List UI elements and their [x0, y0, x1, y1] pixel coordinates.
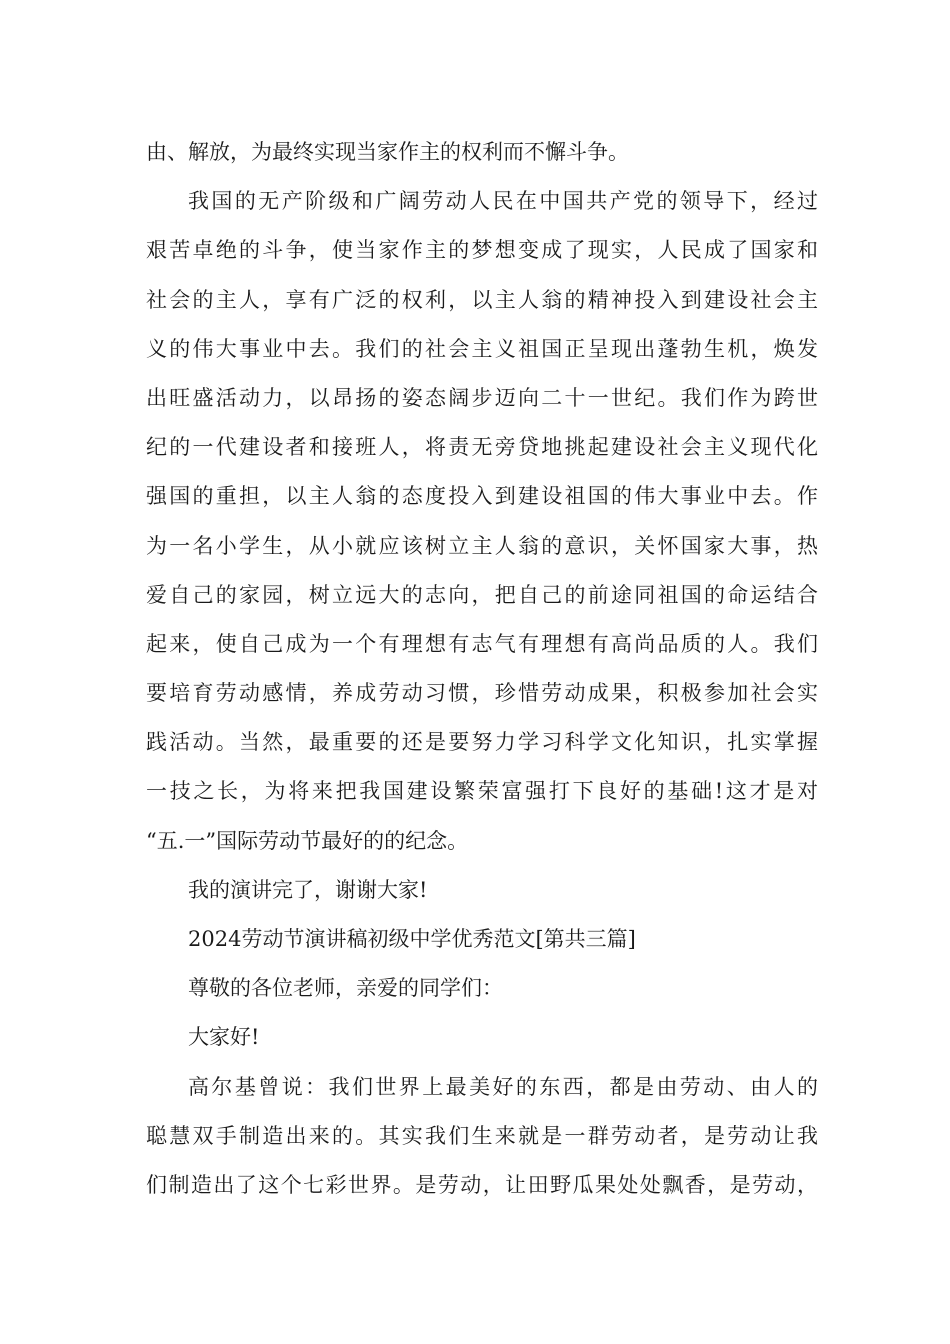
paragraph-line: 由、解放，为最终实现当家作主的权利而不懈斗争。: [146, 140, 629, 164]
salutation: 尊敬的各位老师，亲爱的同学们：: [188, 976, 503, 1001]
paragraph-line: 聪慧双手制造出来的。其实我们生来就是一群劳动者，是劳动让我: [146, 1123, 818, 1148]
paragraph-line: 艰苦卓绝的斗争，使当家作主的梦想变成了现实，人民成了国家和: [146, 238, 818, 263]
body-text: [146, 128, 818, 1210]
paragraph-line: 为一名小学生，从小就应该树立主人翁的意识，关怀国家大事，热: [146, 533, 818, 558]
paragraph-line: 起来，使自己成为一个有理想有志气有理想有高尚品质的人。我们: [146, 631, 818, 656]
paragraph-line: 纪的一代建设者和接班人，将责无旁贷地挑起建设社会主义现代化: [146, 435, 818, 460]
paragraph-line: 强国的重担，以主人翁的态度投入到建设祖国的伟大事业中去。作: [146, 484, 818, 509]
paragraph-line: 义的伟大事业中去。我们的社会主义祖国正呈现出蓬勃生机，焕发: [146, 336, 818, 361]
paragraph-line: 一技之长，为将来把我国建设繁荣富强打下良好的基础!这才是对: [146, 779, 818, 804]
greeting: 大家好!: [188, 1025, 260, 1050]
paragraph-line: 高尔基曾说：我们世界上最美好的东西，都是由劳动、由人的: [188, 1074, 818, 1099]
paragraph-line: 要培育劳动感情，养成劳动习惯，珍惜劳动成果，积极参加社会实: [146, 681, 818, 706]
paragraph-line: 们制造出了这个七彩世界。是劳动，让田野瓜果处处飘香，是劳动，: [146, 1172, 818, 1197]
section-title: 2024劳动节演讲稿初级中学优秀范文[第共三篇]: [188, 927, 636, 951]
paragraph-line: 出旺盛活动力，以昂扬的姿态阔步迈向二十一世纪。我们作为跨世: [146, 385, 818, 410]
paragraph-line: 社会的主人，享有广泛的权利，以主人翁的精神投入到建设社会主: [146, 287, 818, 312]
paragraph-line: 我国的无产阶级和广阔劳动人民在中国共产党的领导下，经过: [188, 189, 818, 214]
paragraph-line: 爱自己的家园，树立远大的志向，把自己的前途同祖国的命运结合: [146, 582, 818, 607]
paragraph-line: “五.一”国际劳动节最好的的纪念。: [146, 828, 469, 853]
paragraph-line: 我的演讲完了，谢谢大家!: [188, 877, 428, 902]
paragraph-line: 践活动。当然，最重要的还是要努力学习科学文化知识，扎实掌握: [146, 730, 818, 755]
